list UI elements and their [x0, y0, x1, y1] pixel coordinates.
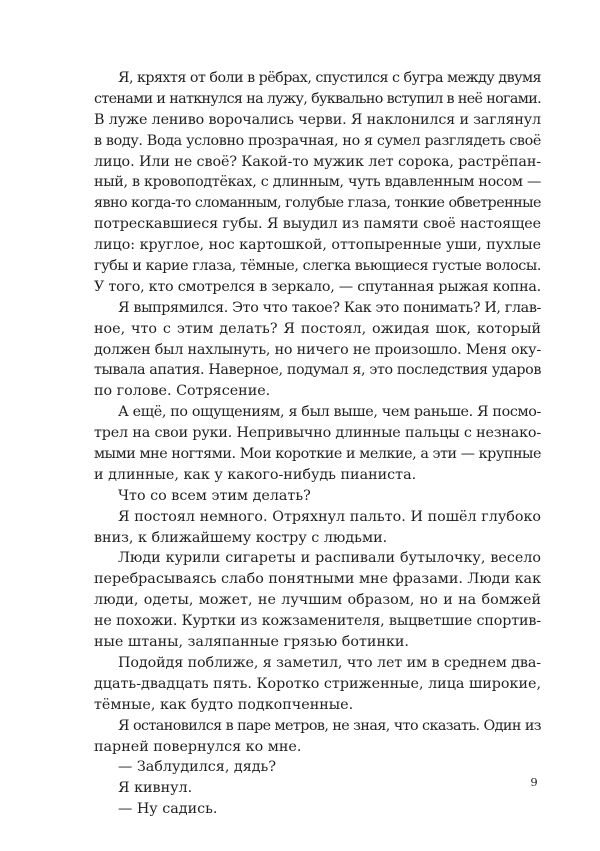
- text-line: перебрасываясь слабо понятными мне фразами. Люди как: [94, 571, 541, 588]
- text-line: Люди курили сигареты и распивали бутылочку, весело: [118, 550, 541, 567]
- text-line: трел на свои руки. Непривычно длинные пальцы с незнако-: [94, 425, 541, 442]
- body-text: [94, 68, 541, 820]
- text-line: явно когда-то сломанным, голубые глаза, тонкие обветренные: [94, 195, 541, 212]
- text-line: У того, кто смотрелся в зеркало, — спутанная рыжая копна.: [94, 278, 541, 295]
- text-line: лицо. Или не своё? Какой-то мужик лет сорока, растрёпан-: [94, 153, 542, 170]
- text-line: Подойдя поближе, я заметил, что лет им в среднем два-: [118, 654, 542, 671]
- text-line: по голове. Сотрясение.: [94, 383, 271, 400]
- text-line: парней повернулся ко мне.: [94, 738, 302, 755]
- text-line: Я кивнул.: [118, 780, 193, 797]
- paragraph: [94, 757, 541, 778]
- text-line: ный, в кровоподтёках, с длинным, чуть вдавленным носом —: [94, 174, 541, 191]
- text-line: должен был нахлынуть, но ничего не произошло. Меня оку-: [94, 341, 541, 358]
- text-line: не похожи. Куртки из кожзаменителя, выцветшие спортив-: [94, 613, 541, 630]
- paragraph: [94, 799, 541, 820]
- paragraph: [94, 507, 541, 549]
- text-line: — Ну садись.: [118, 801, 218, 818]
- paragraph: [94, 778, 541, 799]
- paragraph: [94, 653, 541, 716]
- text-line: вниз, к ближайшему костру с людьми.: [94, 529, 388, 546]
- text-line: Я постоял немного. Отряхнул пальто. И пошёл глубоко: [118, 508, 541, 525]
- text-line: Я, кряхтя от боли в рёбрах, спустился с бугра между двумя: [118, 70, 542, 86]
- text-line: губы и карие глаза, тёмные, слегка вьющиеся густые волосы.: [94, 258, 541, 275]
- text-line: в воду. Вода условно прозрачная, но я сумел разглядеть своё: [94, 132, 541, 149]
- paragraph: [94, 486, 541, 507]
- text-line: дцать-двадцать пять. Коротко стриженные, лица широкие,: [94, 675, 542, 692]
- text-line: А ещё, по ощущениям, я был выше, чем раньше. Я посмо-: [118, 404, 542, 421]
- text-line: люди, одеты, может, не лучшим образом, но и на бомжей: [94, 592, 541, 609]
- text-line: ные штаны, заляпанные грязью ботинки.: [94, 634, 409, 651]
- paragraph: [94, 298, 541, 402]
- text-line: Я остановился в паре метров, не зная, что сказать. Один из: [118, 717, 542, 734]
- page-number: 9: [530, 775, 538, 789]
- text-line: тывала апатия. Наверное, подумал я, это последствия ударов: [94, 362, 541, 379]
- text-line: тёмные, как будто подкопченные.: [94, 696, 354, 713]
- text-line: Я выпрямился. Это что такое? Как это понимать? И, глав-: [118, 299, 542, 316]
- text-line: и длинные, как у какого-нибудь пианиста.: [94, 466, 417, 483]
- text-line: ное, что с этим делать? Я постоял, ожидая шок, который: [94, 320, 541, 337]
- paragraph: [94, 716, 541, 758]
- text-line: — Заблудился, дядь?: [118, 759, 276, 776]
- paragraph: [94, 548, 541, 652]
- paragraph: [94, 402, 541, 486]
- text-line: стенами и наткнулся на лужу, буквально вступил в неё ногами.: [94, 90, 542, 107]
- paragraph: [94, 68, 541, 298]
- text-line: Что со всем этим делать?: [118, 487, 311, 504]
- text-line: В луже лениво ворочались черви. Я наклонился и заглянул: [94, 111, 541, 128]
- text-line: потрескавшиеся губы. Я выудил из памяти своё настоящее: [94, 216, 542, 233]
- text-line: лицо: круглое, нос картошкой, оттопыренные уши, пухлые: [94, 237, 542, 254]
- text-line: мыми мне ногтями. Мои короткие и мелкие, а эти — крупные: [94, 446, 541, 463]
